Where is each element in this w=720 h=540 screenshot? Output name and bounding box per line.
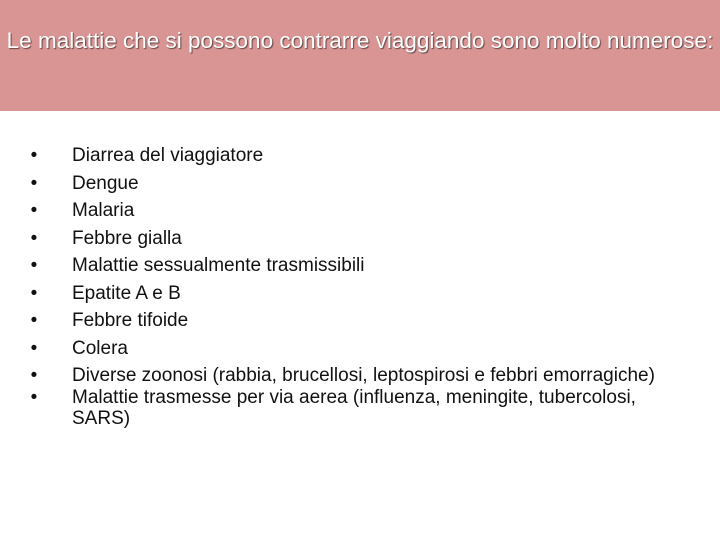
bullet-icon: • — [30, 386, 38, 408]
title-band — [0, 0, 720, 111]
list-item-text: Malaria — [72, 200, 135, 221]
list-item — [28, 387, 678, 430]
list-item-text: Colera — [72, 337, 128, 359]
list-item — [28, 200, 678, 222]
list-item-text: Malattie trasmesse per via aerea (influenza, meningite, tubercolosi, SARS) — [72, 386, 636, 429]
bullet-icon: • — [30, 365, 38, 386]
list-item-text: Epatite A e B — [72, 282, 181, 304]
list-item — [28, 145, 678, 167]
bullet-icon: • — [30, 200, 38, 221]
bullet-list — [28, 145, 678, 436]
bullet-icon: • — [30, 172, 38, 194]
bullet-icon: • — [30, 282, 38, 304]
list-item — [28, 310, 678, 332]
list-item-text: Diverse zoonosi (rabbia, brucellosi, leptospirosi e febbri emorragiche) — [72, 365, 655, 386]
list-item-text: Diarrea del viaggiatore — [72, 145, 264, 166]
list-item — [28, 255, 678, 277]
list-item-text: Febbre gialla — [72, 227, 182, 249]
slide-title: Le malattie che si possono contrarre viaggiando sono molto numerose: — [6, 28, 714, 53]
list-item — [28, 283, 678, 305]
bullet-icon: • — [30, 310, 38, 331]
list-item-text: Febbre tifoide — [72, 310, 189, 331]
bullet-icon: • — [30, 255, 38, 276]
list-item-text: Malattie sessualmente trasmissibili — [72, 255, 365, 276]
list-item — [28, 338, 678, 360]
list-item-text: Dengue — [72, 172, 139, 194]
bullet-icon: • — [30, 227, 38, 249]
list-item — [28, 365, 678, 387]
list-item — [28, 173, 678, 195]
bullet-icon: • — [30, 145, 38, 166]
list-item — [28, 228, 678, 250]
bullet-icon: • — [30, 337, 38, 359]
